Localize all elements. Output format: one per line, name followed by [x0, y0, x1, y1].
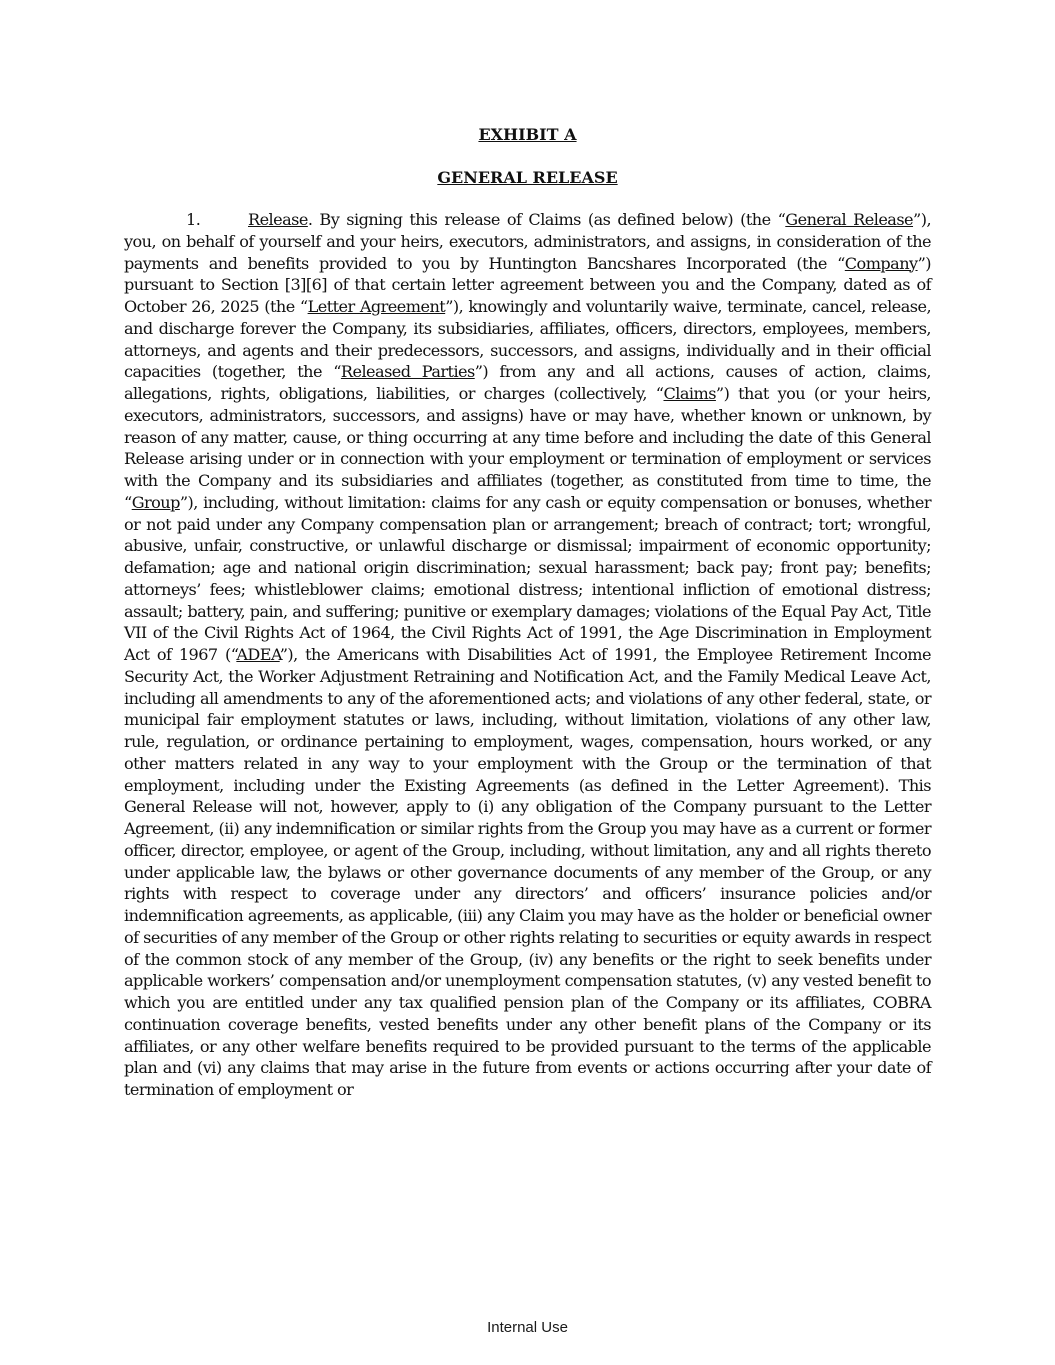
text-segment: ”), knowingly and voluntarily waive, terminate, cancel, release, and discharge forever the Company, its subsidiaries, affiliates, officers, directors, employees, members, attorneys, and agents and their predecessors, successors, and assigns, individually and in their official capacities (together, the “	[124, 297, 932, 382]
exhibit-title: EXHIBIT A	[478, 125, 577, 144]
defined-term-company: Company	[844, 253, 918, 273]
defined-term-adea: ADEA	[236, 645, 280, 664]
footer-classification: Internal Use	[487, 1319, 568, 1336]
defined-term-claims: Claims	[663, 384, 716, 403]
release-title: GENERAL RELEASE	[437, 168, 618, 187]
paragraph-release	[124, 209, 931, 1101]
paragraph-heading: Release	[248, 210, 308, 229]
defined-term-released-parties: Released Parties	[340, 362, 475, 382]
text-segment: ”) pursuant to Section [3][6] of that certain letter agreement between you and the Company, dated as of October 26, 2025 (the “	[124, 253, 931, 316]
defined-term-general-release: General Release	[785, 210, 914, 229]
defined-term-letter-agreement: Letter Agreement	[307, 297, 446, 316]
paragraph-number: 1.	[186, 210, 201, 229]
text-segment: ”) that you (or your heirs, executors, administrators, successors, and assigns) have or may have, whether known or unknown, by reason of any matter, cause, or thing occurring at any time before and including the date of this General Release arising under or in connection with your employment or termination of employment or services with the Company and its subsidiaries and affiliates (together, as constituted from time to time, the “	[124, 384, 931, 512]
defined-term-group: Group	[131, 492, 180, 512]
text-segment: ”), you, on behalf of yourself and your heirs, executors, administrators, and assigns, in consideration of the payments and benefits provided to you by Huntington Bancshares Incorporated (the “	[124, 210, 932, 273]
text-segment: ”), the Americans with Disabilities Act of 1991, the Employee Retirement Income Security Act, the Worker Adjustment Retraining and Notification Act, and the Family Medical Leave Act, including all amendments to any of the aforementioned acts; and violations of any other federal, state, or municipal fair employment statutes or laws, including, without limitation, violations of any other law, rule, regulation, or ordinance pertaining to employment, wages, compensation, hours worked, or any other matters related in any way to your employment with the Group or the termination of that employment, including under the Existing Agreements (as defined in the Letter Agreement). This General Release will not, however, apply to (i) any obligation of the Company pursuant to the Letter Agreement, (ii) any indemnification or similar rights from the Group you may have as a current or former officer, director, employee, or agent of the Group, including, without limitation, any and all rights thereto under applicable law, the bylaws or other governance documents of any member of the Group, or any rights with respect to coverage under any directors’ and officers’ insurance policies and/or indemnification agreements, as applicable, (iii) any Claim you may have as the holder or beneficial owner of securities of any member of the Group or other rights relating to securities or equity awards in respect of the common stock of any member of the Group, (iv) any benefits or the right to seek benefits under applicable workers’ compensation and/or unemployment compensation statutes, (v) any vested benefit to which you are entitled under any tax qualified pension plan of the Company or its affiliates, COBRA continuation coverage benefits, vested benefits under any other benefit plans of the Company or its affiliates, or any other welfare benefits required to be provided pursuant to the terms of the applicable plan and (vi) any claims that may arise in the future from events or actions occurring after your date of termination of employment or	[124, 645, 931, 1099]
text-segment: ”) from any and all actions, causes of action, claims, allegations, rights, obligations, liabilities, or charges (collectively, “	[124, 362, 931, 403]
text-segment: ”), including, without limitation: claims for any cash or equity compensation or bonuses, whether or not paid under any Company compensation plan or arrangement; breach of contract; tort; wrongful, abusive, unfair, constructive, or unlawful discharge or dismissal; impairment of economic opportunity; defamation; age and national origin discrimination; sexual harassment; back pay; front pay; benefits; attorneys’ fees; whistleblower claims; emotional distress; intentional infliction of emotional distress; assault; battery, pain, and suffering; punitive or exemplary damages; violations of the Equal Pay Act, Title VII of the Civil Rights Act of 1964, the Civil Rights Act of 1991, the Age Discrimination in Employment Act of 1967 (“	[124, 492, 931, 664]
text-segment: . By signing this release of Claims (as defined below) (the “	[307, 210, 786, 229]
